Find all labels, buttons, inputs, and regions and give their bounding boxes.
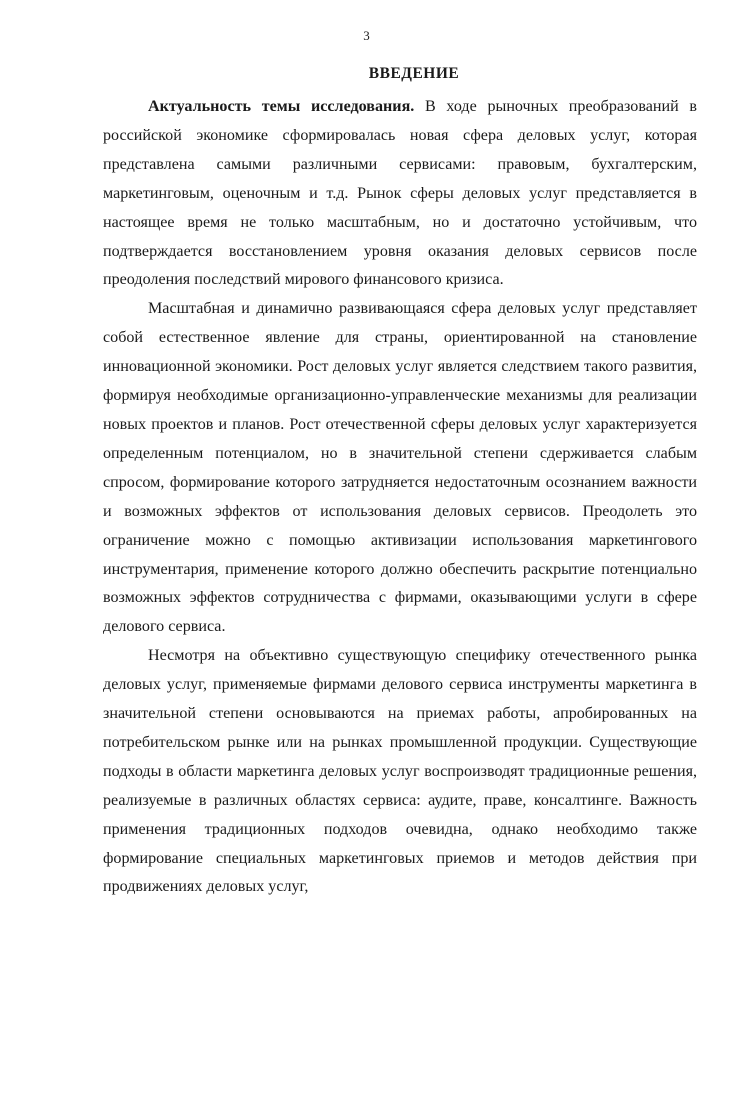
paragraph-3 [103,642,697,902]
body-text [103,93,697,902]
paragraph-2-text: Масштабная и динамично развивающаяся сфера деловых услуг представляет собой естественное явление для страны, ориентированной на становление инновационной экономики. Рост деловых услуг является следствием такого развития, формируя необходимые организационно-управленческие механизмы для реализации новых проектов и планов. Рост отечественной сферы деловых услуг характеризуется определенным потенциалом, но в значительной степени сдерживается слабым спросом, формирование которого затрудняется недостаточным осознанием важности и возможных эффектов от использования деловых сервисов. Преодолеть это ограничение можно с помощью активизации использования маркетингового инструментария, применение которого должно обеспечить раскрытие потенциально возможных эффектов сотрудничества с фирмами, оказывающими услуги в сфере делового сервиса. [103,300,697,636]
paragraph-1 [103,93,697,295]
section-heading: ВВЕДЕНИЕ [368,65,460,82]
paragraph-2 [103,295,697,642]
page-number: 3 [363,28,370,43]
paragraph-1-text: В ходе рыночных преобразований в российской экономике сформировалась новая сфера деловых услуг, которая представлена самыми различными сервисами: правовым, бухгалтерским, маркетинговым, оценочным и т.д. Рынок сферы деловых услуг представляется в настоящее время не только масштабным, но и достаточно устойчивым, что подтверждается восстановлением уровня оказания деловых сервисов после преодоления последствий мирового финансового кризиса. [103,98,698,289]
paragraph-lead-phrase: Актуальность темы исследования. [148,98,415,115]
paragraph-3-text: Несмотря на объективно существующую специфику отечественного рынка деловых услуг, применяемые фирмами делового сервиса инструменты маркетинга в значительной степени основываются на приемах работы, апробированных на потребительском рынке или на рынках промышленной продукции. Существующие подходы в области маркетинга деловых услуг воспроизводят традиционные решения, реализуемые в различных областях сервиса: аудите, праве, консалтинге. Важность применения традиционных подходов очевидна, однако необходимо также формирование специальных маркетинговых приемов и методов действия при продвижениях деловых услуг, [103,647,697,896]
